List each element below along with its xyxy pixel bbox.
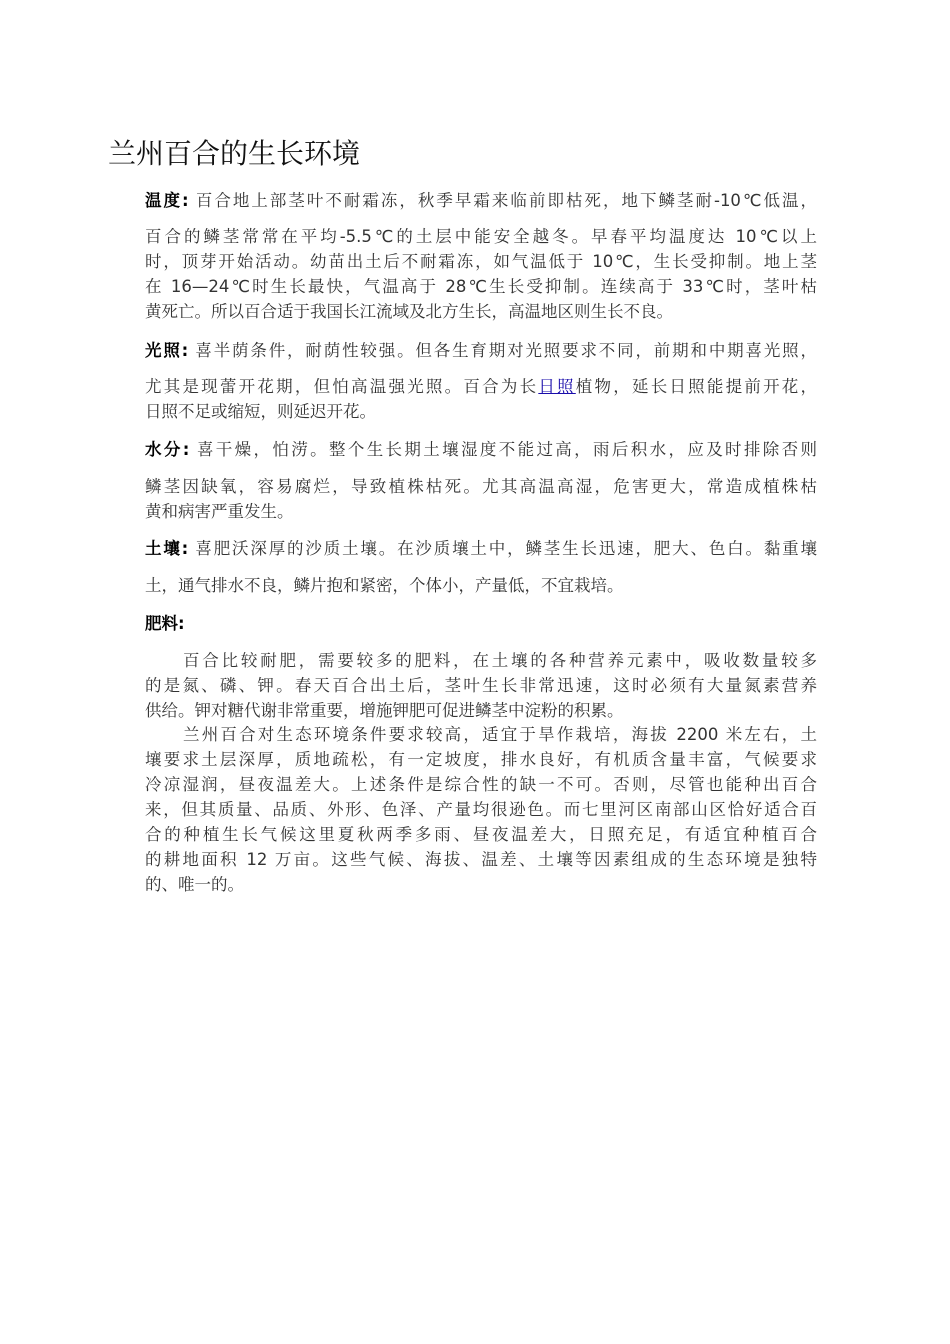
paragraph-line: 兰州百合对生态环境条件要求较高，适宜于旱作栽培，海拔 2200 米左右，土 <box>183 725 817 744</box>
paragraph-line: 的是氮、磷、钾。春天百合出土后，茎叶生长非常迅速，这时必须有大量氮素营养 <box>145 676 817 695</box>
paragraph-line <box>145 374 817 399</box>
paragraph-line <box>145 611 817 636</box>
text: 喜干燥，怕涝。整个生长期土壤湿度不能过高，雨后积水，应及时排除否则 <box>196 440 817 459</box>
text: 尤其是现蕾开花期，但怕高温强光照。百合为长 <box>145 377 539 396</box>
section-label-fertilizer: 肥料: <box>145 614 185 633</box>
paragraph-line: 冷凉湿润，昼夜温差大。上述条件是综合性的缺一不可。否则，尽管也能种出百合 <box>145 775 817 794</box>
paragraph-line: 鳞茎因缺氧，容易腐烂，导致植株枯死。尤其高温高湿，危害更大，常造成植株枯 <box>145 477 817 496</box>
text: 植物，延长日照能提前开花， <box>575 377 818 396</box>
section-label-light: 光照: <box>145 341 189 360</box>
page-title: 兰州百合的生长环境 <box>108 138 361 169</box>
text: 喜肥沃深厚的沙质土壤。在沙质壤土中，鳞茎生长迅速，肥大、色白。黏重壤 <box>195 539 818 558</box>
paragraph-line: 来，但其质量、品质、外形、色泽、产量均很逊色。而七里河区南部山区恰好适合百 <box>145 800 817 819</box>
paragraph-line <box>145 188 817 213</box>
paragraph-line: 供给。钾对糖代谢非常重要，增施钾肥可促进鳞茎中淀粉的积累。 <box>145 701 624 720</box>
paragraph-line: 合的种植生长气候这里夏秋两季多雨、昼夜温差大，日照充足，有适宜种植百合 <box>145 825 817 844</box>
paragraph-line <box>145 338 817 363</box>
paragraph-line: 黄和病害严重发生。 <box>145 502 294 521</box>
paragraph-line: 黄死亡。所以百合适于我国长江流域及北方生长，高温地区则生长不良。 <box>145 302 673 321</box>
paragraph-line: 日照不足或缩短，则延迟开花。 <box>145 402 376 421</box>
paragraph-line: 的耕地面积 12 万亩。这些气候、海拔、温差、土壤等因素组成的生态环境是独特 <box>145 850 817 869</box>
paragraph-line: 壤要求土层深厚，质地疏松，有一定坡度，排水良好，有机质含量丰富，气候要求 <box>145 750 817 769</box>
section-label-soil: 土壤: <box>145 539 189 558</box>
text: 喜半荫条件，耐荫性较强。但各生育期对光照要求不同，前期和中期喜光照， <box>195 341 818 360</box>
paragraph-line <box>145 437 817 462</box>
paragraph-line: 百合比较耐肥，需要较多的肥料，在土壤的各种营养元素中，吸收数量较多 <box>183 651 817 670</box>
section-label-water: 水分: <box>145 440 190 459</box>
paragraph-line: 时，顶芽开始活动。幼苗出土后不耐霜冻，如气温低于 10℃，生长受抑制。地上茎 <box>145 252 817 271</box>
sunlight-link[interactable]: 日照 <box>538 377 576 396</box>
text: 百合地上部茎叶不耐霜冻，秋季早霜来临前即枯死，地下鳞茎耐-10℃低温， <box>195 191 817 210</box>
section-label-temperature: 温度: <box>145 191 189 210</box>
paragraph-line: 百合的鳞茎常常在平均-5.5℃的土层中能安全越冬。早春平均温度达 10℃以上 <box>145 227 817 246</box>
paragraph-line: 的、唯一的。 <box>145 875 244 894</box>
paragraph-line: 土，通气排水不良，鳞片抱和紧密，个体小，产量低，不宜栽培。 <box>145 576 624 595</box>
paragraph-line <box>145 536 817 561</box>
paragraph-line: 在 16—24℃时生长最快，气温高于 28℃生长受抑制。连续高于 33℃时，茎叶枯 <box>145 277 817 296</box>
